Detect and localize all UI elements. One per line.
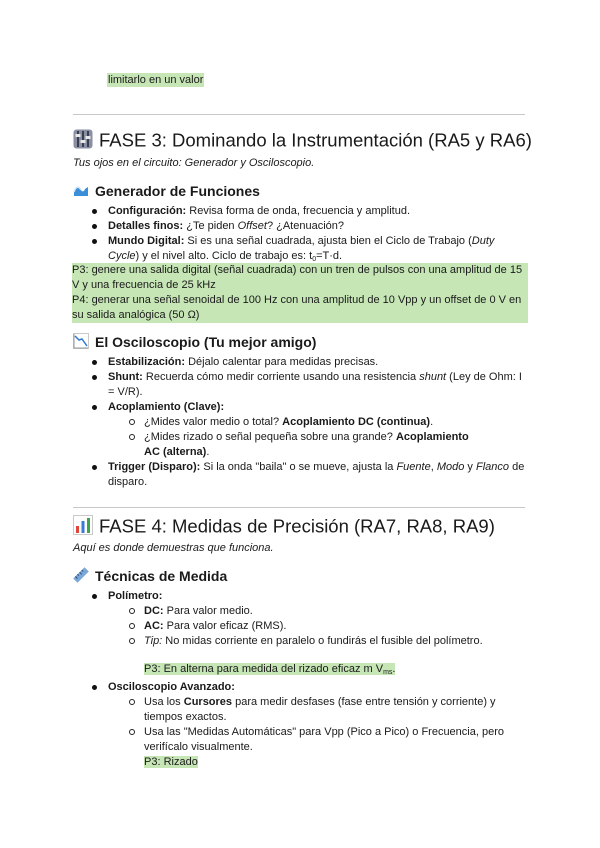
fase3-title: FASE 3: Dominando la Instrumentación (RA5 y RA6): [99, 129, 532, 151]
list-item: Polímetro: DC: Para valor medio. AC: Para valor eficaz (RMS). Tip: No midas corriente en paralelo o fundirás el fusible del polímetro. P3: En alterna para medida del rizado eficaz m $V_{ms}$.: [108, 589, 528, 680]
list-item: AC: Para valor eficaz (RMS).: [144, 619, 524, 634]
osc-avanzado-sublist: [108, 695, 514, 755]
wave-icon: [73, 183, 89, 201]
fase3-subtitle: Tus ojos en el circuito: Generador y Osciloscopio.: [73, 157, 315, 169]
list-item: Configuración: Revisa forma de onda, frecuencia y amplitud.: [108, 204, 528, 219]
list-item: Estabilización: Déjalo calentar para medidas precisas.: [108, 355, 528, 370]
tecnicas-heading: [73, 567, 227, 587]
note-p3-rizado: P3: Rizado: [144, 756, 198, 768]
list-item: ¿Mides valor medio o total? Acoplamiento DC (continua).: [144, 415, 484, 430]
list-item: ¿Mides rizado o señal pequeña sobre una grande? Acoplamiento AC (alterna).: [144, 430, 484, 460]
list-item: Usa los Cursores para medir desfases (fase entre tensión y corriente) y tiempos exactos.: [144, 695, 514, 725]
osciloscopio-list: [108, 355, 528, 490]
top-note: limitarlo en un valor: [108, 74, 204, 86]
generador-heading: [73, 182, 260, 201]
acoplamiento-sublist: [108, 415, 484, 460]
list-item: Acoplamiento (Clave): ¿Mides valor medio o total? Acoplamiento DC (continua). ¿Mides rizado o señal pequeña sobre una grande? Acoplamiento AC (alterna).: [108, 400, 528, 460]
control-knobs-icon: [73, 129, 93, 154]
section-divider: [73, 114, 525, 115]
fase3-heading: [73, 129, 532, 154]
generador-title: Generador de Funciones: [95, 183, 260, 199]
osciloscopio-heading: [73, 333, 316, 353]
bar-chart-icon: [73, 515, 93, 540]
list-item: Detalles finos: ¿Te piden Offset? ¿Atenuación?: [108, 219, 528, 234]
note-p3-polimetro: P3: En alterna para medida del rizado eficaz m $V_{ms}$.: [144, 663, 396, 676]
fase4-subtitle: Aquí es donde demuestras que funciona.: [73, 542, 274, 554]
fase4-heading: [73, 515, 495, 540]
list-item: Shunt: Recuerda cómo medir corriente usando una resistencia shunt (Ley de Ohm: I = V/R).: [108, 370, 528, 400]
section-divider: [73, 507, 525, 508]
fase4-title: FASE 4: Medidas de Precisión (RA7, RA8, RA9): [99, 515, 495, 537]
note-p4-generador: P4: generar una señal senoidal de 100 Hz con una amplitud de 10 Vpp y un offset de 0 V en su salida analógica (50 Ω): [72, 293, 528, 323]
polimetro-sublist: [108, 604, 524, 649]
list-item: Mundo Digital: Si es una señal cuadrada, ajusta bien el Ciclo de Trabajo (Duty Cycle) y el nivel alto. Ciclo de trabajo es: $t_0=T\cdot d$.: [108, 234, 528, 267]
list-item: Osciloscopio Avanzado: Usa los Cursores para medir desfases (fase entre tensión y corriente) y tiempos exactos. Usa las "Medidas Automáticas" para Vpp (Pico a Pico) o Frecuencia, pero verifícalo visualmente. P3: Rizado: [108, 680, 528, 770]
list-item: Trigger (Disparo): Si la onda "baila" o se mueve, ajusta la Fuente, Modo y Flanco de disparo.: [108, 460, 528, 490]
osciloscopio-title: El Osciloscopio (Tu mejor amigo): [95, 334, 317, 350]
list-item: Tip: No midas corriente en paralelo o fundirás el fusible del polímetro.: [144, 634, 524, 649]
list-item: DC: Para valor medio.: [144, 604, 524, 619]
tecnicas-list: [108, 589, 528, 770]
ruler-icon: [73, 567, 89, 587]
list-item: Usa las "Medidas Automáticas" para Vpp (Pico a Pico) o Frecuencia, pero verifícalo visualmente.: [144, 725, 514, 755]
tecnicas-title: Técnicas de Medida: [95, 568, 228, 584]
note-p3-generador: P3: genere una salida digital (señal cuadrada) con un tren de pulsos con una amplitud de 15 V y una frecuencia de 25 kHz: [72, 263, 528, 293]
chart-decreasing-icon: [73, 333, 89, 353]
generador-list: [108, 204, 528, 267]
